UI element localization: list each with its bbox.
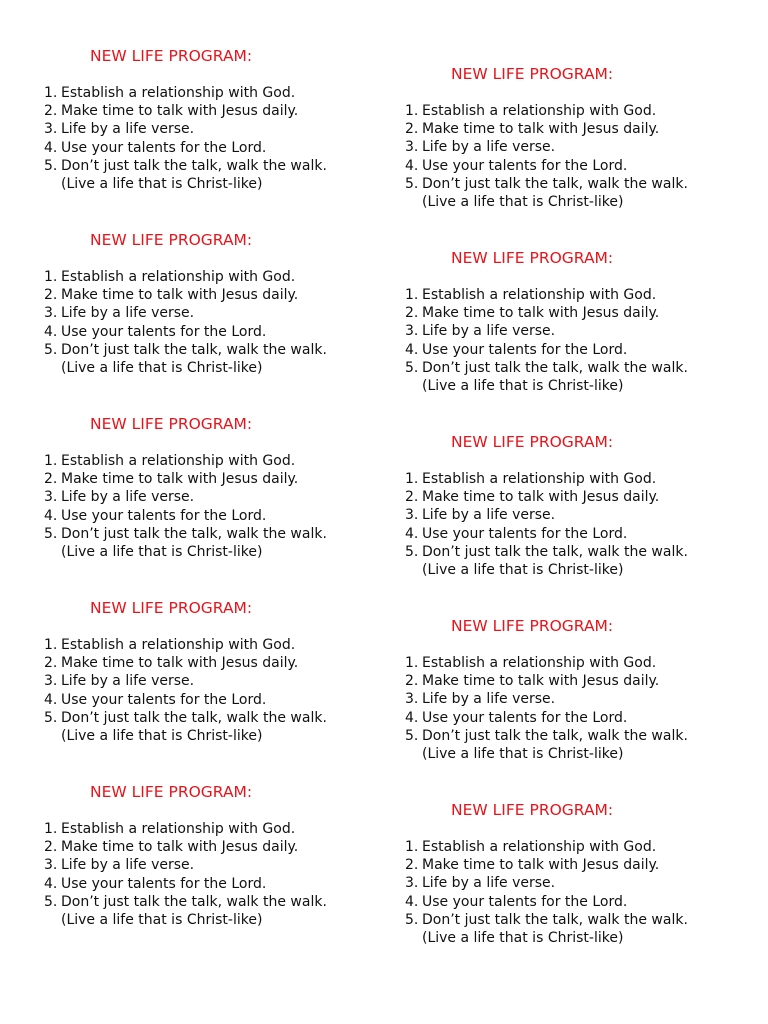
step-text: Make time to talk with Jesus daily. (61, 287, 299, 304)
step-text: Establish a relationship with God. (422, 103, 657, 119)
program-card-left-3 (44, 414, 384, 561)
step-number: 4. (405, 525, 419, 542)
program-title: NEW LIFE PROGRAM: (451, 617, 614, 635)
step-text: Make time to talk with Jesus daily. (422, 489, 660, 506)
steps-list (44, 84, 384, 175)
step-text: Make time to talk with Jesus daily. (61, 655, 299, 672)
step-item (44, 452, 384, 470)
step-text: Life by a life verse. (422, 139, 556, 156)
steps-list (405, 654, 745, 745)
step-number: 5. (405, 911, 419, 928)
program-title: NEW LIFE PROGRAM: (451, 249, 614, 267)
step-number: 3. (405, 139, 419, 156)
step-note: (Live a life that is Christ-like) (422, 930, 624, 947)
step-number: 3. (405, 507, 419, 524)
step-item (405, 672, 745, 690)
step-item (405, 506, 745, 524)
step-number: 2. (44, 655, 58, 672)
step-item (44, 139, 384, 157)
step-number: 4. (44, 875, 58, 892)
step-number: 3. (405, 323, 419, 340)
step-item (405, 488, 745, 506)
program-title: NEW LIFE PROGRAM: (90, 599, 253, 617)
step-number: 1. (405, 103, 419, 119)
step-text: Use your talents for the Lord. (422, 341, 628, 358)
step-text: Don’t just talk the talk, walk the walk. (61, 525, 327, 542)
step-text: Don’t just talk the talk, walk the walk. (422, 543, 688, 560)
program-title: NEW LIFE PROGRAM: (90, 783, 253, 801)
step-note: (Live a life that is Christ-like) (61, 912, 263, 929)
step-item (44, 286, 384, 304)
step-item (405, 911, 745, 929)
program-card-right-4 (405, 616, 745, 763)
steps-list (44, 636, 384, 727)
step-text: Don’t just talk the talk, walk the walk. (61, 157, 327, 174)
step-item (44, 323, 384, 341)
step-text: Use your talents for the Lord. (422, 893, 628, 910)
step-item (44, 304, 384, 322)
step-text: Use your talents for the Lord. (61, 691, 267, 708)
step-number: 5. (405, 543, 419, 560)
step-number: 2. (405, 489, 419, 506)
step-text: Don’t just talk the talk, walk the walk. (422, 175, 688, 192)
step-item (44, 488, 384, 506)
step-number: 1. (44, 637, 58, 653)
step-number: 2. (44, 103, 58, 120)
step-number: 4. (405, 893, 419, 910)
step-text: Life by a life verse. (422, 323, 556, 340)
step-text: Establish a relationship with God. (422, 471, 657, 487)
step-number: 4. (405, 709, 419, 726)
step-number: 1. (405, 471, 419, 487)
step-number: 3. (44, 305, 58, 322)
step-text: Establish a relationship with God. (61, 85, 296, 101)
step-item (405, 341, 745, 359)
program-card-right-5 (405, 800, 745, 947)
step-text: Make time to talk with Jesus daily. (61, 839, 299, 856)
step-item (44, 672, 384, 690)
step-text: Make time to talk with Jesus daily. (61, 103, 299, 120)
step-note: (Live a life that is Christ-like) (422, 194, 624, 211)
step-item (405, 304, 745, 322)
step-note: (Live a life that is Christ-like) (422, 746, 624, 763)
step-text: Life by a life verse. (61, 489, 195, 506)
step-text: Don’t just talk the talk, walk the walk. (61, 893, 327, 910)
step-text: Use your talents for the Lord. (61, 507, 267, 524)
step-item (44, 875, 384, 893)
step-item (405, 157, 745, 175)
step-item (405, 856, 745, 874)
step-item (405, 709, 745, 727)
step-number: 5. (405, 175, 419, 192)
step-item (44, 102, 384, 120)
step-number: 5. (44, 157, 58, 174)
step-number: 5. (405, 727, 419, 744)
step-number: 1. (44, 821, 58, 837)
step-text: Make time to talk with Jesus daily. (422, 305, 660, 322)
step-text: Use your talents for the Lord. (61, 323, 267, 340)
step-number: 2. (405, 121, 419, 138)
step-item (405, 838, 745, 856)
step-text: Establish a relationship with God. (61, 821, 296, 837)
step-number: 4. (405, 341, 419, 358)
step-text: Life by a life verse. (422, 875, 556, 892)
program-title: NEW LIFE PROGRAM: (90, 47, 253, 65)
step-text: Establish a relationship with God. (61, 637, 296, 653)
step-number: 3. (405, 875, 419, 892)
step-number: 2. (44, 287, 58, 304)
steps-list (405, 102, 745, 193)
step-item (405, 893, 745, 911)
step-number: 1. (44, 269, 58, 285)
step-text: Life by a life verse. (61, 673, 195, 690)
program-title: NEW LIFE PROGRAM: (451, 433, 614, 451)
step-item (44, 636, 384, 654)
step-text: Use your talents for the Lord. (61, 139, 267, 156)
step-text: Life by a life verse. (422, 507, 556, 524)
step-item (44, 654, 384, 672)
step-text: Use your talents for the Lord. (61, 875, 267, 892)
program-card-right-2 (405, 248, 745, 395)
step-item (44, 470, 384, 488)
step-item (405, 470, 745, 488)
step-text: Life by a life verse. (61, 121, 195, 138)
step-number: 3. (44, 673, 58, 690)
program-card-left-1 (44, 46, 384, 193)
step-number: 4. (405, 157, 419, 174)
step-number: 2. (44, 471, 58, 488)
step-item (405, 359, 745, 377)
program-title: NEW LIFE PROGRAM: (90, 231, 253, 249)
step-text: Make time to talk with Jesus daily. (422, 673, 660, 690)
steps-list (44, 820, 384, 911)
step-item (44, 856, 384, 874)
step-item (44, 893, 384, 911)
step-text: Use your talents for the Lord. (422, 157, 628, 174)
step-item (405, 120, 745, 138)
step-number: 1. (405, 839, 419, 855)
steps-list (405, 286, 745, 377)
step-item (405, 543, 745, 561)
step-number: 2. (405, 857, 419, 874)
step-number: 3. (44, 489, 58, 506)
step-item (405, 654, 745, 672)
steps-list (405, 470, 745, 561)
step-item (44, 120, 384, 138)
step-note: (Live a life that is Christ-like) (61, 176, 263, 193)
step-item (44, 341, 384, 359)
step-number: 1. (405, 655, 419, 671)
step-number: 5. (405, 359, 419, 376)
step-item (44, 84, 384, 102)
step-item (405, 525, 745, 543)
step-item (44, 709, 384, 727)
step-number: 1. (405, 287, 419, 303)
step-text: Life by a life verse. (422, 691, 556, 708)
step-item (405, 874, 745, 892)
program-card-right-3 (405, 432, 745, 579)
step-text: Make time to talk with Jesus daily. (422, 857, 660, 874)
step-note: (Live a life that is Christ-like) (61, 728, 263, 745)
step-text: Don’t just talk the talk, walk the walk. (422, 727, 688, 744)
step-item (44, 157, 384, 175)
step-number: 4. (44, 323, 58, 340)
step-text: Don’t just talk the talk, walk the walk. (61, 341, 327, 358)
step-number: 3. (405, 691, 419, 708)
step-number: 5. (44, 893, 58, 910)
step-text: Life by a life verse. (61, 857, 195, 874)
step-item (44, 838, 384, 856)
program-title: NEW LIFE PROGRAM: (90, 415, 253, 433)
step-item (405, 175, 745, 193)
step-note: (Live a life that is Christ-like) (422, 562, 624, 579)
step-item (44, 525, 384, 543)
step-number: 1. (44, 85, 58, 101)
step-item (44, 268, 384, 286)
steps-list (44, 268, 384, 359)
step-number: 2. (405, 673, 419, 690)
step-text: Establish a relationship with God. (422, 655, 657, 671)
step-item (405, 727, 745, 745)
step-item (405, 286, 745, 304)
program-card-left-4 (44, 598, 384, 745)
step-text: Life by a life verse. (61, 305, 195, 322)
step-text: Establish a relationship with God. (422, 839, 657, 855)
step-number: 3. (44, 121, 58, 138)
step-text: Establish a relationship with God. (422, 287, 657, 303)
step-item (405, 138, 745, 156)
program-title: NEW LIFE PROGRAM: (451, 801, 614, 819)
step-number: 3. (44, 857, 58, 874)
step-text: Establish a relationship with God. (61, 269, 296, 285)
steps-list (44, 452, 384, 543)
step-item (405, 690, 745, 708)
step-item (44, 820, 384, 838)
step-text: Don’t just talk the talk, walk the walk. (422, 911, 688, 928)
step-number: 5. (44, 525, 58, 542)
step-note: (Live a life that is Christ-like) (61, 360, 263, 377)
step-text: Don’t just talk the talk, walk the walk. (61, 709, 327, 726)
step-text: Make time to talk with Jesus daily. (61, 471, 299, 488)
step-item (44, 507, 384, 525)
program-title: NEW LIFE PROGRAM: (451, 65, 614, 83)
step-text: Don’t just talk the talk, walk the walk. (422, 359, 688, 376)
steps-list (405, 838, 745, 929)
program-card-left-5 (44, 782, 384, 929)
step-number: 1. (44, 453, 58, 469)
step-text: Make time to talk with Jesus daily. (422, 121, 660, 138)
step-item (44, 691, 384, 709)
step-item (405, 322, 745, 340)
step-number: 4. (44, 507, 58, 524)
step-number: 4. (44, 139, 58, 156)
step-text: Use your talents for the Lord. (422, 525, 628, 542)
step-item (405, 102, 745, 120)
step-number: 4. (44, 691, 58, 708)
step-text: Use your talents for the Lord. (422, 709, 628, 726)
step-number: 5. (44, 709, 58, 726)
step-note: (Live a life that is Christ-like) (422, 378, 624, 395)
step-number: 5. (44, 341, 58, 358)
step-number: 2. (405, 305, 419, 322)
program-card-left-2 (44, 230, 384, 377)
step-text: Establish a relationship with God. (61, 453, 296, 469)
step-note: (Live a life that is Christ-like) (61, 544, 263, 561)
program-card-right-1 (405, 64, 745, 211)
step-number: 2. (44, 839, 58, 856)
